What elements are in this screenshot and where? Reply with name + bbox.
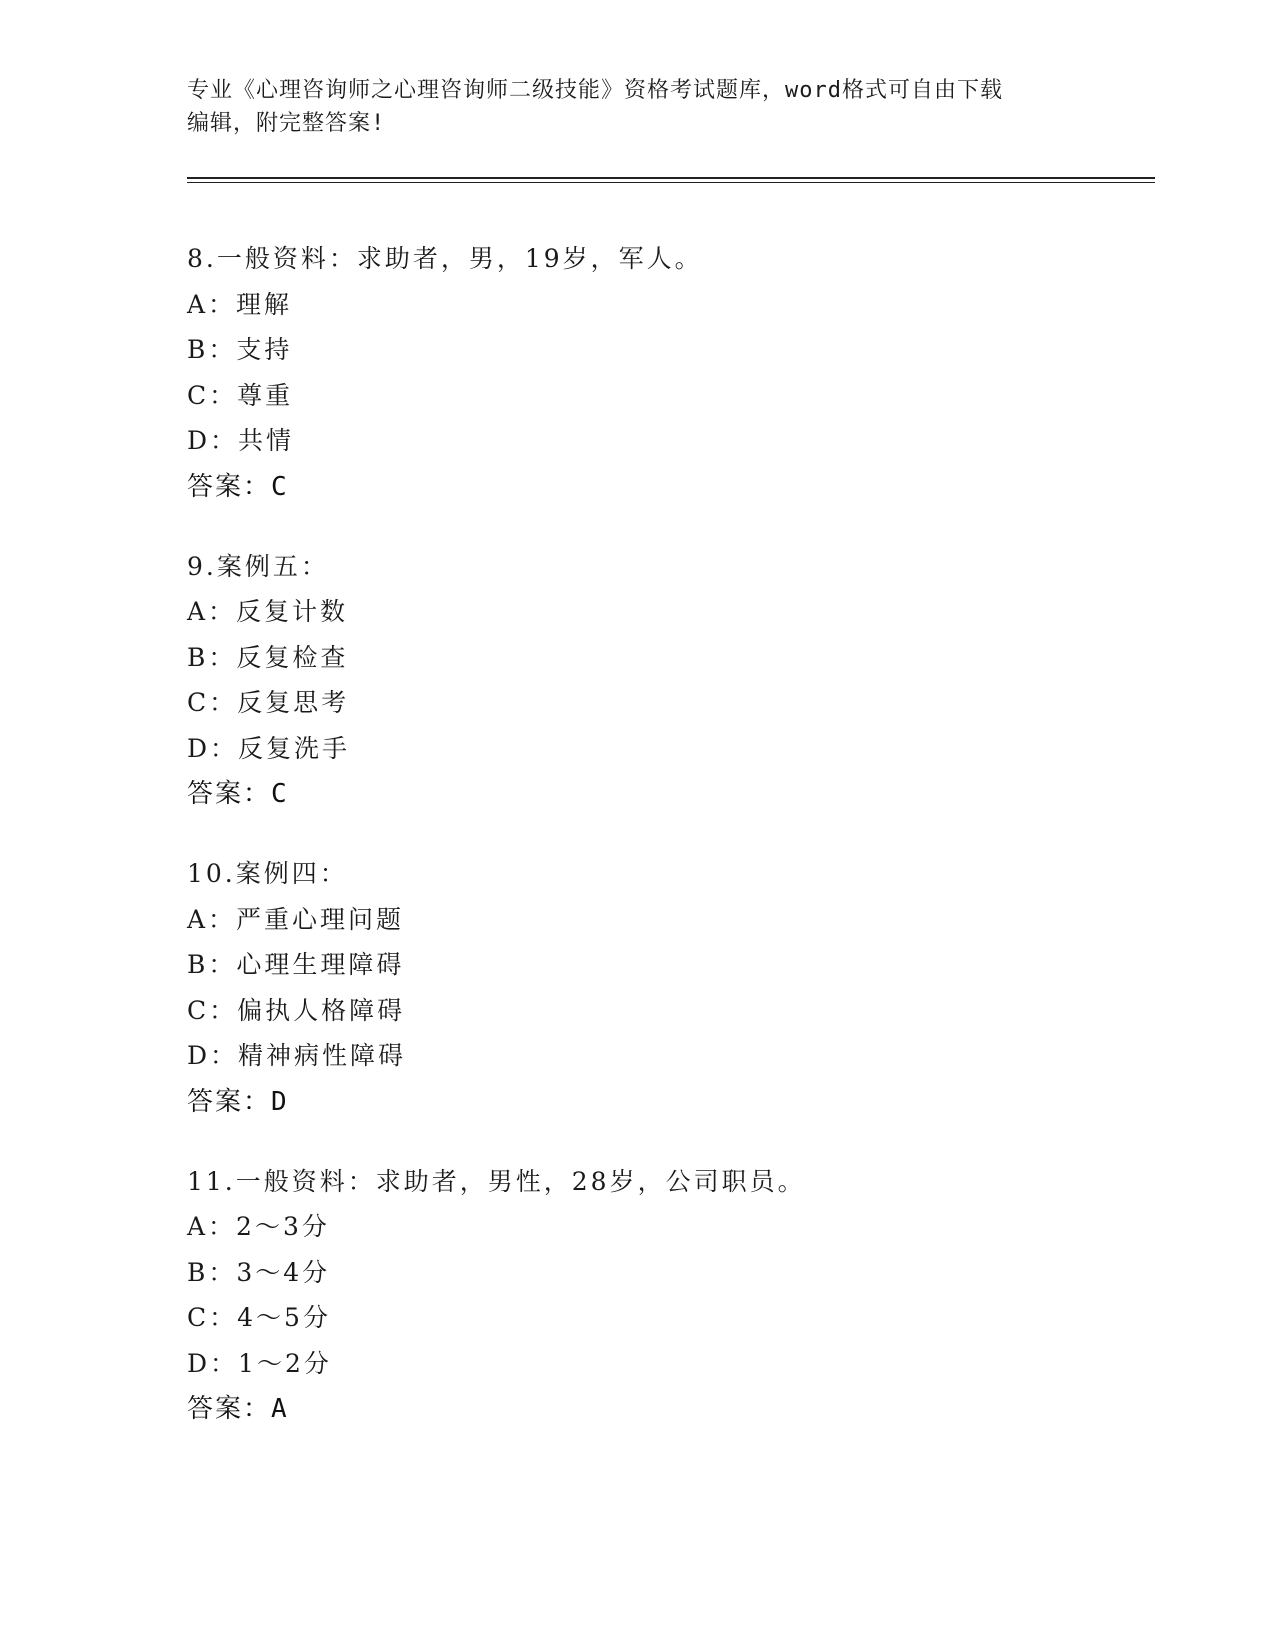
option-c: C：反复思考 [187,688,350,717]
question-list [187,236,1155,1466]
document-header [187,74,1087,140]
option-b: B：反复检查 [187,642,349,672]
question-stem: 8.一般资料：求助者，男，19岁，军人。 [187,244,703,273]
answer-line: 答案：C [187,779,289,809]
answer-line: 答案：C [187,471,289,502]
option-d: D：共情 [187,426,295,455]
header-line-1: 专业《心理咨询师之心理咨询师二级技能》资格考试题库，word格式可自由下载 [187,78,1003,103]
option-b: B：支持 [187,335,293,364]
question-8 [187,236,1155,510]
answer-line: 答案：D [187,1086,289,1117]
option-d: D：反复洗手 [187,733,351,763]
option-a: A：理解 [187,289,293,319]
option-d: D：精神病性障碍 [187,1041,407,1070]
question-stem: 11.一般资料：求助者，男性，28岁，公司职员。 [187,1166,806,1196]
question-stem: 9.案例五： [187,551,329,581]
option-c: C：偏执人格障碍 [187,995,406,1025]
option-a: A：2～3分 [187,1212,330,1241]
option-b: B：3～4分 [187,1257,331,1287]
header-line-2: 编辑，附完整答案! [187,111,386,136]
option-a: A：严重心理问题 [187,904,405,934]
question-stem: 10.案例四： [187,859,348,888]
option-c: C：尊重 [187,380,294,410]
question-11 [187,1159,1155,1433]
question-9 [187,544,1155,818]
option-a: A：反复计数 [187,597,349,626]
question-10 [187,851,1155,1125]
option-c: C：4～5分 [187,1303,331,1332]
option-b: B：心理生理障碍 [187,950,405,979]
option-d: D：1～2分 [187,1348,332,1378]
header-divider [187,177,1155,183]
answer-line: 答案：A [187,1394,289,1424]
